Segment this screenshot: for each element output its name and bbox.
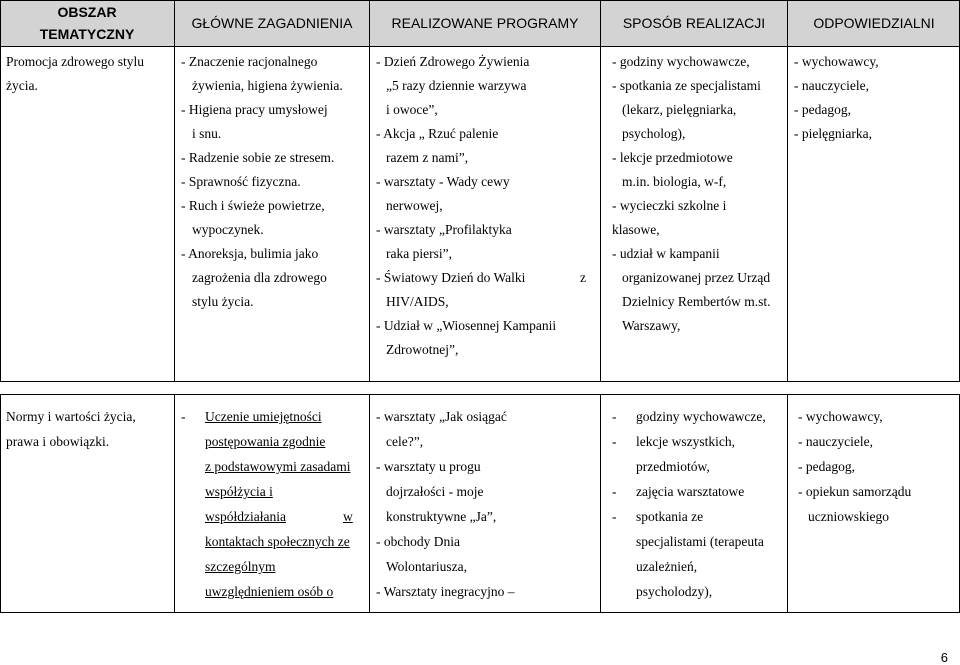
row2-program-line: - Warsztaty inegracyjno –: [376, 584, 515, 599]
row1-responsible-line: - pielęgniarka,: [794, 126, 872, 141]
table1-col-divider: [787, 0, 788, 382]
row2-issue-line: w: [343, 509, 353, 524]
row1-area-line: życia.: [6, 78, 38, 93]
row2-responsible-line: - wychowawcy,: [798, 409, 883, 424]
row1-issue-line: - Radzenie sobie ze stresem.: [181, 150, 335, 165]
header-methods: [601, 0, 787, 46]
row1-method-line: (lekarz, pielęgniarka,: [622, 102, 737, 117]
header-area-line2: TEMATYCZNY: [39, 26, 135, 42]
row2-method-line: godziny wychowawcze,: [636, 409, 766, 424]
row2-program-line: cele?”,: [386, 434, 424, 449]
row1-responsible-line: - nauczyciele,: [794, 78, 869, 93]
row2-issue-line: z podstawowymi zasadami: [205, 459, 351, 474]
row2-method-line: psycholodzy),: [636, 584, 713, 599]
row2-responsible-line: - pedagog,: [798, 459, 855, 474]
table2-top-border: [0, 394, 960, 395]
row1-program-line: - Udział w „Wiosennej Kampanii: [376, 318, 557, 333]
row2-program-line: - obchody Dnia: [376, 534, 460, 549]
row2-issue-line: szczególnym: [205, 559, 276, 574]
row2-method-line: uzależnień,: [636, 559, 698, 574]
row1-method-line: - lekcje przedmiotowe: [612, 150, 733, 165]
row2-method-dash: -: [612, 434, 617, 449]
table1-bottom-border: [0, 381, 960, 382]
table2-col-divider: [0, 394, 1, 613]
row1-issue-line: wypoczynek.: [192, 222, 264, 237]
row1-program-line: razem z nami”,: [386, 150, 469, 165]
row2-issue-line: postępowania zgodnie: [205, 434, 326, 449]
row1-method-line: - udział w kampanii: [612, 246, 720, 261]
row1-issue-line: zagrożenia dla zdrowego: [192, 270, 327, 285]
row1-responsible-line: - pedagog,: [794, 102, 851, 117]
row1-program-line: - warsztaty - Wady cewy: [376, 174, 510, 189]
row1-issue-line: żywienia, higiena żywienia.: [192, 78, 343, 93]
row1-program-line: - warsztaty „Profilaktyka: [376, 222, 512, 237]
row2-program-line: - warsztaty „Jak osiągać: [376, 409, 507, 424]
row1-method-line: - godziny wychowawcze,: [612, 54, 750, 69]
header-methods-label: SPOSÓB REALIZACJI: [622, 15, 766, 31]
row1-issue-line: - Sprawność fizyczna.: [181, 174, 301, 189]
row1-program-line: - Dzień Zdrowego Żywienia: [376, 54, 530, 69]
row2-issue-line: Uczenie umiejętności: [205, 409, 322, 424]
row2-issue-line: kontaktach społecznych ze: [205, 534, 350, 549]
row2-program-line: konstruktywne „Ja”,: [386, 509, 497, 524]
row2-area-line: Normy i wartości życia,: [6, 409, 136, 424]
row1-program-line: HIV/AIDS,: [386, 294, 449, 309]
row2-method-line: spotkania ze: [636, 509, 704, 524]
row2-issue-dash: -: [181, 409, 186, 424]
header-programs-label: REALIZOWANE PROGRAMY: [391, 15, 579, 31]
header-programs: [370, 0, 600, 46]
table1-header-border: [0, 46, 960, 47]
row1-method-line: - spotkania ze specjalistami: [612, 78, 761, 93]
row2-method-line: zajęcia warsztatowe: [636, 484, 745, 499]
row1-method-line: organizowanej przez Urząd: [622, 270, 771, 285]
header-area: [0, 0, 174, 46]
row1-issue-line: - Anoreksja, bulimia jako: [181, 246, 319, 261]
row2-issue-line: współżycia i: [205, 484, 273, 499]
row2-method-line: lekcje wszystkich,: [636, 434, 735, 449]
table1-col-divider: [174, 0, 175, 382]
row2-method-dash: -: [612, 409, 617, 424]
header-responsible-label: ODPOWIEDZIALNI: [813, 15, 935, 31]
row2-method-dash: -: [612, 484, 617, 499]
row1-program-line: „5 razy dziennie warzywa: [386, 78, 527, 93]
table2-col-divider: [787, 394, 788, 613]
page-number: 6: [940, 650, 948, 665]
table1-col-divider: [369, 0, 370, 382]
row1-method-line: psycholog),: [622, 126, 686, 141]
row2-method-line: przedmiotów,: [636, 459, 710, 474]
row2-issue-line: uwzględnieniem osób o: [205, 584, 334, 599]
row1-issue-line: i snu.: [192, 126, 222, 141]
row1-responsible-line: - wychowawcy,: [794, 54, 879, 69]
row2-area-line: prawa i obowiązki.: [6, 434, 110, 449]
row1-program-line: Zdrowotnej”,: [386, 342, 459, 357]
table1-col-divider: [600, 0, 601, 382]
row1-program-line: z: [580, 270, 586, 285]
row1-program-line: - Akcja „ Rzuć palenie: [376, 126, 499, 141]
header-issues: [175, 0, 369, 46]
row2-method-dash: -: [612, 509, 617, 524]
table2-bottom-border: [0, 612, 960, 613]
row1-method-line: Dzielnicy Rembertów m.st.: [622, 294, 771, 309]
header-responsible: [788, 0, 960, 46]
row1-issue-line: - Znaczenie racjonalnego: [181, 54, 318, 69]
row1-program-line: nerwowej,: [386, 198, 443, 213]
row1-program-line: raka piersi”,: [386, 246, 452, 261]
header-issues-label: GŁÓWNE ZAGADNIENIA: [191, 15, 353, 31]
row1-method-line: Warszawy,: [622, 318, 681, 333]
table2-col-divider: [369, 394, 370, 613]
row2-issue-line: współdziałania: [205, 509, 286, 524]
table1-col-divider: [0, 0, 1, 382]
table2-col-divider: [600, 394, 601, 613]
row1-program-line: i owoce”,: [386, 102, 438, 117]
row1-area-line: Promocja zdrowego stylu: [6, 54, 144, 69]
row2-method-line: specjalistami (terapeuta: [636, 534, 764, 549]
row2-responsible-line: - opiekun samorządu: [798, 484, 912, 499]
row1-method-line: m.in. biologia, w-f,: [622, 174, 727, 189]
row1-issue-line: - Ruch i świeże powietrze,: [181, 198, 325, 213]
row2-program-line: dojrzałości - moje: [386, 484, 484, 499]
row2-responsible-line: - nauczyciele,: [798, 434, 873, 449]
row1-issue-line: - Higiena pracy umysłowej: [181, 102, 328, 117]
row2-responsible-line: uczniowskiego: [808, 509, 889, 524]
row1-issue-line: stylu życia.: [192, 294, 254, 309]
row2-program-line: - warsztaty u progu: [376, 459, 481, 474]
row1-program-line: - Światowy Dzień do Walki: [376, 270, 526, 285]
header-area-line1: OBSZAR: [57, 4, 117, 20]
row1-method-line: klasowe,: [612, 222, 660, 237]
table2-col-divider: [174, 394, 175, 613]
table1-top-border: [0, 0, 960, 1]
row1-method-line: - wycieczki szkolne i: [612, 198, 727, 213]
row2-program-line: Wolontariusza,: [386, 559, 468, 574]
